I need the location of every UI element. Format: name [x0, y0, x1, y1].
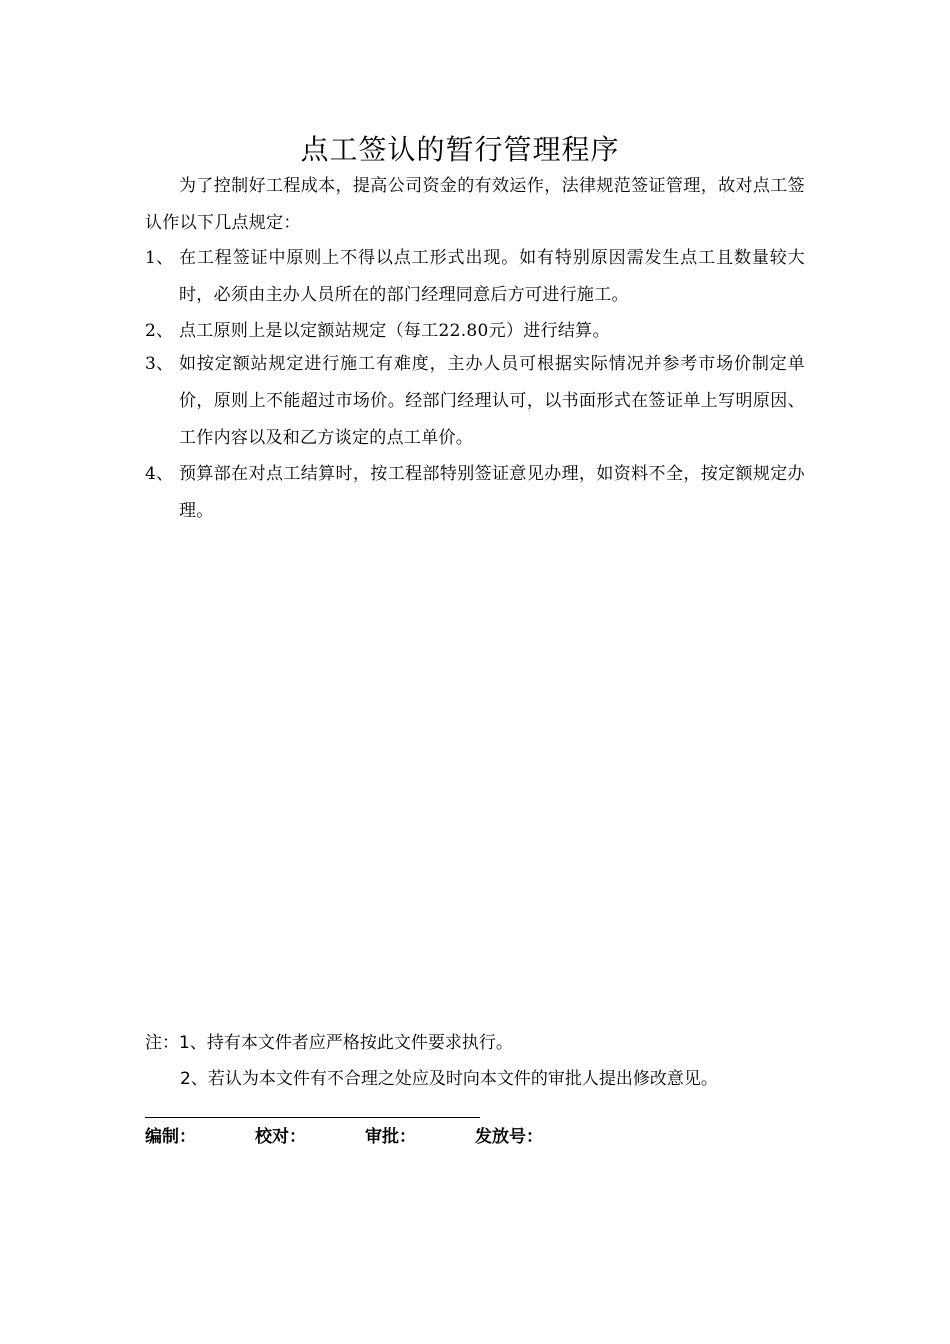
intro-paragraph: 为了控制好工程成本，提高公司资金的有效运作，法律规范签证管理，故对点工签认作以下几点规定： [145, 176, 805, 233]
rule-number-1: 1、 [145, 248, 174, 268]
rule-text-1: 在工程签证中原则上不得以点工形式出现。如有特别原因需发生点工且数量较大时，必须由主办人员所在的部门经理同意后方可进行施工。 [179, 248, 805, 305]
approver-label: 审批： [365, 1127, 416, 1147]
rule-item-1 [145, 240, 805, 314]
rule-number-4: 4、 [145, 464, 174, 484]
rule-item-4 [145, 456, 805, 530]
rule-text-2: 点工原则上是以定额站规定（每工22.80元）进行结算。 [179, 321, 610, 341]
note-2: 2、若认为本文件有不合理之处应及时向本文件的审批人提出修改意见。 [180, 1069, 718, 1089]
issue-number-label: 发放号： [475, 1127, 543, 1147]
rule-text-4: 预算部在对点工结算时，按工程部特别签证意见办理，如资料不全，按定额规定办理。 [179, 464, 805, 521]
rule-item-3 [145, 346, 805, 457]
rule-number-3: 3、 [145, 354, 174, 374]
editor-label: 编制： [145, 1127, 196, 1147]
rule-item-2 [145, 313, 805, 350]
note-1: 注：1、持有本文件者应严格按此文件要求执行。 [145, 1033, 513, 1053]
rule-text-3: 如按定额站规定进行施工有难度，主办人员可根据实际情况并参考市场价制定单价，原则上不能超过市场价。经部门经理认可，以书面形式在签证单上写明原因、工作内容以及和乙方谈定的点工单价。 [179, 354, 805, 448]
document-title: 点工签认的暂行管理程序 [300, 133, 620, 166]
rule-number-2: 2、 [145, 321, 174, 341]
signature-divider [145, 1117, 480, 1118]
proofreader-label: 校对： [255, 1127, 306, 1147]
